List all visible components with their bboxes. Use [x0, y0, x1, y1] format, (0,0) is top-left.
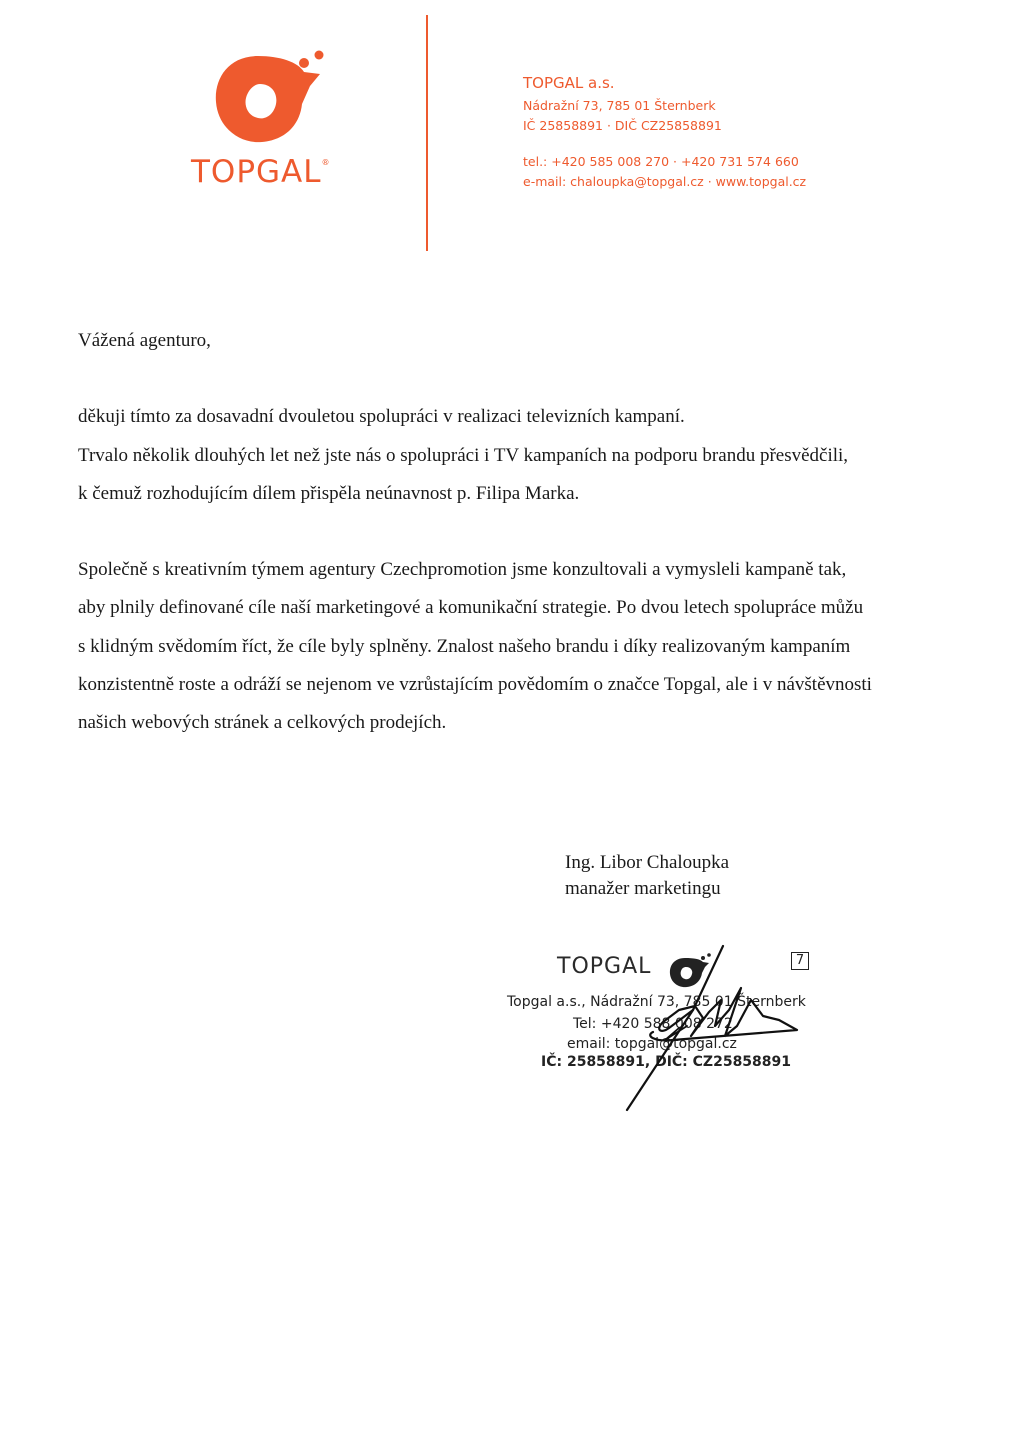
paragraph2-line: aby plnily definované cíle naší marketingové a komunikační strategie. Po dvou letech spolupráce můžu	[78, 597, 864, 619]
paragraph1-line: děkuji tímto za dosavadní dvouletou spolupráci v realizaci televizních kampaní.	[78, 406, 685, 428]
letter-body	[78, 322, 978, 743]
signer-name: Ing. Libor Chaloupka	[565, 852, 730, 873]
paragraph1-line: Trvalo několik dlouhých let než jste nás o spolupráci i TV kampaních na podporu brandu přesvědčili,	[78, 444, 849, 466]
paragraph2-line: Společně s kreativním týmem agentury Czechpromotion jsme konzultovali a vymysleli kampaně tak,	[78, 559, 847, 581]
salutation: Vážená agenturo,	[78, 330, 211, 351]
company-ids: IČ 25858891 · DIČ CZ25858891	[523, 118, 722, 133]
logo-wordmark: TOPGAL®	[191, 154, 331, 190]
stamp-line: Tel: +420 588 008 272	[573, 1016, 733, 1032]
topgal-logo	[185, 44, 345, 194]
stamp-line: IČ: 25858891, DIČ: CZ25858891	[541, 1054, 792, 1070]
paragraph2-line: konzistentně roste a odráží se nejenom ve vzrůstajícím povědomím o značce Topgal, ale i v návštěvnosti	[78, 674, 872, 696]
paragraph1-line: k čemuž rozhodujícím dílem přispěla neúnavnost p. Filipa Marka.	[78, 482, 580, 504]
stamp-line: email: topgal@topgal.cz	[567, 1036, 737, 1052]
company-address: Nádražní 73, 785 01 Šternberk	[523, 98, 716, 113]
company-name: TOPGAL a.s.	[523, 74, 615, 92]
company-contact: e-mail: chaloupka@topgal.cz · www.topgal.cz	[523, 174, 807, 189]
signer-block	[565, 850, 729, 902]
signer-title: manažer marketingu	[565, 878, 721, 899]
company-phones: tel.: +420 585 008 270 · +420 731 574 660	[523, 154, 799, 169]
handwritten-signature	[575, 940, 815, 1120]
stamp-brand: TOPGAL	[557, 954, 652, 979]
stamp-number: 7	[791, 952, 809, 970]
letterhead-divider	[426, 15, 428, 251]
paragraph2-line: našich webových stránek a celkových prodejích.	[78, 712, 447, 734]
paragraph2-line: s klidným svědomím říct, že cíle byly splněny. Znalost našeho brandu i díky realizovaným kampaním	[78, 635, 851, 657]
topgal-logo-mark-icon	[200, 44, 330, 154]
stamp-line: Topgal a.s., Nádražní 73, 785 01 Šternberk	[507, 994, 806, 1010]
company-stamp	[505, 940, 825, 1120]
company-details	[523, 72, 806, 192]
